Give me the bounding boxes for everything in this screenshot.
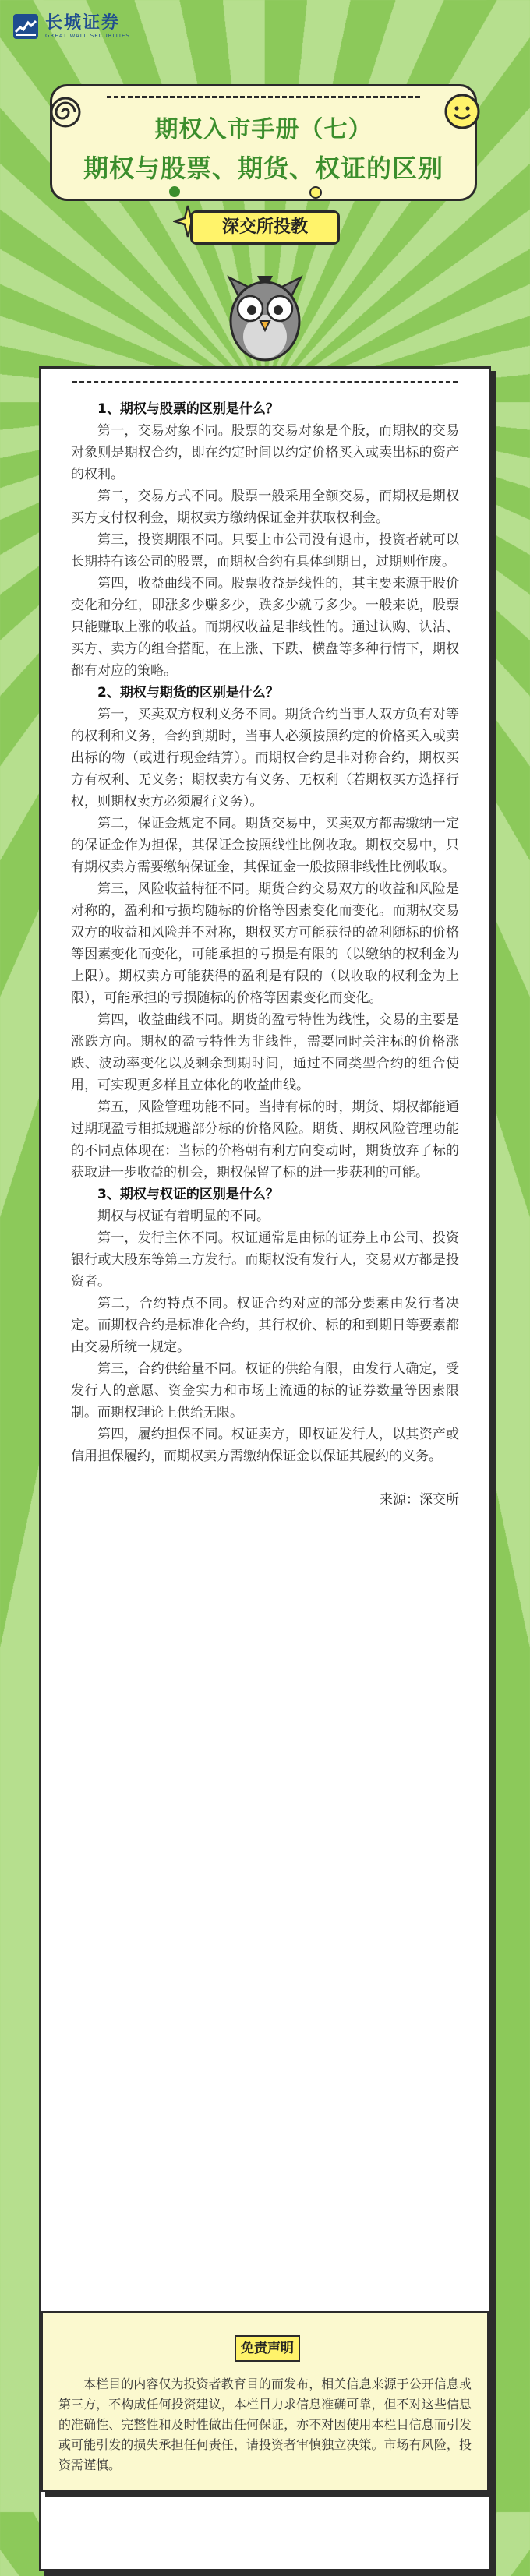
article-paragraph: 第一，发行主体不同。权证通常是由标的证券上市公司、投资银行或大股东等第三方发行。而期权没有发行人，交易双方都是投资者。 (71, 1230, 459, 1290)
banner-title-line2: 期权与股票、期货、权证的区别 (83, 154, 443, 183)
article-paragraph: 第一，交易对象不同。股票的交易对象是个股，而期权的交易对象则是期权合约，即在约定时间以约定价格买入或卖出标的资产的权利。 (71, 423, 459, 482)
brand-name: 长城证券 (45, 12, 121, 33)
brand-subtitle: GREAT WALL SECURITIES (45, 32, 130, 39)
article-paragraph: 第二，交易方式不同。股票一般采用全额交易，而期权是期权买方支付权利金，期权卖方缴纳保证金并获取权利金。 (71, 489, 459, 526)
disclaimer-title: 免责声明 (235, 2335, 300, 2362)
brand-logo (12, 11, 130, 42)
article-paragraph: 第二，保证金规定不同。期货交易中，买卖双方都需缴纳一定的保证金作为担保，其保证金按照线性比例收取。期权交易中，只有期权卖方需要缴纳保证金，其保证金一般按照非线性比例收取。 (71, 816, 459, 875)
article-paragraph: 第四，收益曲线不同。期货的盈亏特性为线性，交易的主要是涨跌方向。期权的盈亏特性为非线性，需要同时关注标的价格涨跌、波动率变化以及剩余到期时间，通过不同类型合约的组合使用，可实现更多样且立体化的收益曲线。 (71, 1012, 459, 1093)
disclaimer-body-wrapper (58, 2374, 472, 2475)
decor-dot (309, 186, 322, 199)
article-paragraph: 第三，合约供给量不同。权证的供给有限，由发行人确定，受发行人的意愿、资金实力和市场上流通的标的证券数量等因素限制。而期权理论上供给无限。 (71, 1361, 459, 1420)
section-heading: 3、期权与权证的区别是什么？ (97, 1187, 279, 1202)
section-heading: 2、期权与期货的区别是什么？ (97, 685, 279, 700)
card-dashed-divider (72, 381, 458, 383)
banner-title-line1: 期权入市手册（七） (154, 116, 373, 143)
smiley-face-icon (443, 92, 482, 131)
section-heading: 1、期权与股票的区别是什么？ (97, 401, 279, 417)
banner-dashed-divider (107, 96, 420, 98)
article-paragraph: 第二，合约特点不同。权证合约对应的部分要素由发行者决定。而期权合约是标准化合约，其行权价、标的和到期日等要素都由交易所统一规定。 (71, 1296, 459, 1355)
disclaimer-text: 本栏目的内容仅为投资者教育目的而发布，相关信息来源于公开信息或第三方，不构成任何投资建议，本栏目力求信息准确可靠，但不对这些信息的准确性、完整性和及时性做出任何保证，亦不对因使用本栏目信息而引发或可能引发的损失承担任何责任，请投资者审慎独立决策。市场有风险，投资需谨慎。 (58, 2377, 472, 2472)
decor-dot (169, 186, 180, 197)
article-paragraph: 期权与权证有着明显的不同。 (97, 1209, 270, 1224)
great-wall-logo-icon (12, 13, 39, 40)
swirl-decoration-icon (47, 94, 84, 131)
article-paragraph: 第四，收益曲线不同。股票收益是线性的，其主要来源于股价变化和分红，即涨多少赚多少，跌多少就亏多少。一般来说，股票只能赚取上涨的收益。而期权收益是非线性的。通过认购、认沽、买方、卖方的组合搭配，在上涨、下跌、横盘等多种行情下，期权都有对应的策略。 (71, 576, 459, 679)
sz-investor-education-badge: 深交所投教 (190, 210, 340, 245)
title-banner (50, 84, 477, 201)
article-paragraph: 第四，履约担保不同。权证卖方，即权证发行人，以其资产或信用担保履约，而期权卖方需缴纳保证金以保证其履约的义务。 (71, 1427, 459, 1464)
article-paragraph: 第三，风险收益特征不同。期货合约交易双方的收益和风险是对称的，盈利和亏损均随标的价格等因素变化而变化。而期权交易双方的收益和风险并不对称，期权买方可能获得的盈利随标的价格等因素变化而变化，可能承担的亏损是有限的（以缴纳的权利金为上限）。期权卖方可能获得的盈利是有限的（以收取的权利金为上限），可能承担的亏损随标的价格等因素变化而变化。 (71, 881, 459, 1006)
article-paragraph: 第五，风险管理功能不同。当持有标的时，期货、期权都能通过期现盈亏相抵规避部分标的价格风险。期货、期权风险管理功能的不同点体现在：当标的价格朝有利方向变动时，期货放弃了标的获取进一步收益的机会，期权保留了标的进一步获利的可能。 (71, 1099, 459, 1180)
article-card (39, 366, 491, 2571)
disclaimer-card (41, 2311, 489, 2492)
source-credit: 来源：深交所 (380, 1492, 459, 1508)
article-paragraph: 第一，买卖双方权利义务不同。期货合约当事人双方负有对等的权利和义务，合约到期时，当事人必须按照约定的价格买入或卖出标的物（或进行现金结算）。而期权合约是非对称合约，期权买方有权利、无义务；期权卖方有义务、无权利（若期权买方选择行权，则期权卖方必须履行义务）。 (71, 707, 459, 810)
article-body (71, 398, 459, 1511)
owl-mascot-icon (218, 273, 312, 365)
article-paragraph: 第三，投资期限不同。只要上市公司没有退市，投资者就可以长期持有该公司的股票，而期权合约有具体到期日，过期则作废。 (71, 532, 459, 570)
